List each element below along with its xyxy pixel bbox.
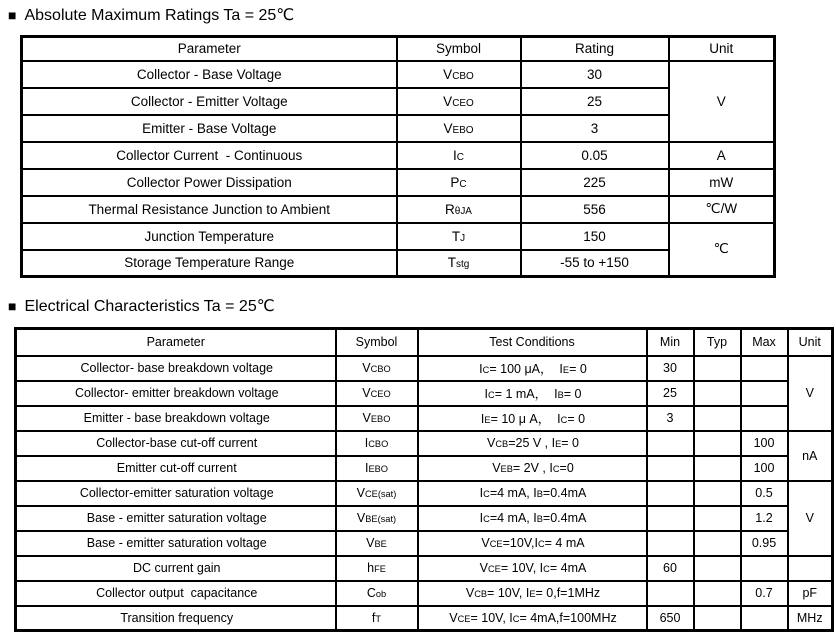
min-cell	[647, 456, 694, 481]
condition-cell: IC= 100 μA， IE= 0	[418, 356, 647, 381]
parameter-cell: Collector Current - Continuous	[22, 142, 397, 169]
table-row	[16, 581, 833, 606]
condition-cell: VCE= 10V, IC= 4mA,f=100MHz	[418, 606, 647, 631]
table-row	[22, 61, 775, 88]
table-header-row	[22, 37, 775, 61]
typ-cell	[694, 481, 741, 506]
typ-cell	[694, 456, 741, 481]
symbol-cell: IEBO	[336, 456, 418, 481]
column-header-parameter: Parameter	[22, 37, 397, 61]
max-cell: 0.5	[741, 481, 788, 506]
min-cell: 3	[647, 406, 694, 431]
column-header-max: Max	[741, 329, 788, 356]
column-header-symbol: Symbol	[397, 37, 521, 61]
parameter-cell: Collector- base breakdown voltage	[16, 356, 336, 381]
condition-cell: VCE= 10V, IC= 4mA	[418, 556, 647, 581]
typ-cell	[694, 431, 741, 456]
symbol-cell: IC	[397, 142, 521, 169]
symbol-cell: VCE(sat)	[336, 481, 418, 506]
unit-cell: V	[669, 61, 775, 142]
rating-cell: 225	[521, 169, 669, 196]
symbol-cell: VCBO	[397, 61, 521, 88]
symbol-cell: PC	[397, 169, 521, 196]
condition-cell: VCB= 10V, IE= 0,f=1MHz	[418, 581, 647, 606]
parameter-cell: DC current gain	[16, 556, 336, 581]
symbol-cell: VBE(sat)	[336, 506, 418, 531]
parameter-cell: Emitter - base breakdown voltage	[16, 406, 336, 431]
typ-cell	[694, 356, 741, 381]
symbol-cell: VCEO	[397, 88, 521, 115]
max-cell	[741, 606, 788, 631]
parameter-cell: Thermal Resistance Junction to Ambient	[22, 196, 397, 223]
unit-cell: pF	[788, 581, 833, 606]
table-row	[16, 356, 833, 381]
table-row	[16, 406, 833, 431]
table-header-row	[16, 329, 833, 356]
min-cell	[647, 581, 694, 606]
symbol-cell: VEBO	[336, 406, 418, 431]
table-row	[16, 606, 833, 631]
symbol-cell: VBE	[336, 531, 418, 556]
table-row	[16, 431, 833, 456]
table-row	[22, 88, 775, 115]
symbol-cell: fT	[336, 606, 418, 631]
elec-char-title-text: Electrical Characteristics Ta = 25℃	[24, 298, 275, 315]
max-cell: 0.7	[741, 581, 788, 606]
table-row	[16, 481, 833, 506]
column-header-symbol: Symbol	[336, 329, 418, 356]
column-header-rating: Rating	[521, 37, 669, 61]
symbol-cell: VCEO	[336, 381, 418, 406]
typ-cell	[694, 381, 741, 406]
table-row	[16, 456, 833, 481]
unit-cell: V	[788, 356, 833, 431]
column-header-test-conditions: Test Conditions	[418, 329, 647, 356]
parameter-cell: Collector - Emitter Voltage	[22, 88, 397, 115]
rating-cell: 556	[521, 196, 669, 223]
condition-cell: IC= 1 mA， IB= 0	[418, 381, 647, 406]
parameter-cell: Collector - Base Voltage	[22, 61, 397, 88]
table-row	[16, 381, 833, 406]
column-header-unit: Unit	[669, 37, 775, 61]
abs-max-title-text: Absolute Maximum Ratings Ta = 25℃	[24, 7, 295, 24]
unit-cell: mW	[669, 169, 775, 196]
symbol-cell: TJ	[397, 223, 521, 250]
black-square-icon: ■	[8, 298, 17, 314]
typ-cell	[694, 556, 741, 581]
min-cell	[647, 431, 694, 456]
typ-cell	[694, 606, 741, 631]
rating-cell: 0.05	[521, 142, 669, 169]
table-row	[22, 223, 775, 250]
min-cell	[647, 481, 694, 506]
rating-cell: 30	[521, 61, 669, 88]
symbol-cell: hFE	[336, 556, 418, 581]
typ-cell	[694, 581, 741, 606]
max-cell	[741, 381, 788, 406]
parameter-cell: Base - emitter saturation voltage	[16, 531, 336, 556]
condition-cell: VEB= 2V , IC=0	[418, 456, 647, 481]
parameter-cell: Collector-base cut-off current	[16, 431, 336, 456]
max-cell: 100	[741, 456, 788, 481]
table-row	[22, 169, 775, 196]
unit-cell	[788, 556, 833, 581]
parameter-cell: Emitter - Base Voltage	[22, 115, 397, 142]
black-square-icon: ■	[8, 7, 17, 23]
abs-max-section-title	[8, 6, 836, 25]
condition-cell: VCB=25 V , IE= 0	[418, 431, 647, 456]
min-cell: 25	[647, 381, 694, 406]
condition-cell: VCE=10V,IC= 4 mA	[418, 531, 647, 556]
parameter-cell: Junction Temperature	[22, 223, 397, 250]
abs-max-table	[20, 35, 776, 278]
condition-cell: IC=4 mA, IB=0.4mA	[418, 506, 647, 531]
symbol-cell: VCBO	[336, 356, 418, 381]
table-row	[16, 506, 833, 531]
unit-cell: MHz	[788, 606, 833, 631]
elec-char-table	[14, 327, 834, 632]
parameter-cell: Emitter cut-off current	[16, 456, 336, 481]
parameter-cell: Collector Power Dissipation	[22, 169, 397, 196]
parameter-cell: Collector output capacitance	[16, 581, 336, 606]
min-cell	[647, 531, 694, 556]
column-header-unit: Unit	[788, 329, 833, 356]
column-header-parameter: Parameter	[16, 329, 336, 356]
max-cell	[741, 556, 788, 581]
parameter-cell: Storage Temperature Range	[22, 250, 397, 277]
table-row	[22, 250, 775, 277]
table-row	[22, 196, 775, 223]
symbol-cell: RθJA	[397, 196, 521, 223]
unit-cell: nA	[788, 431, 833, 481]
unit-cell: ℃/W	[669, 196, 775, 223]
max-cell: 0.95	[741, 531, 788, 556]
unit-cell: V	[788, 481, 833, 556]
elec-char-section-title	[8, 297, 836, 316]
rating-cell: 25	[521, 88, 669, 115]
parameter-cell: Collector-emitter saturation voltage	[16, 481, 336, 506]
column-header-min: Min	[647, 329, 694, 356]
typ-cell	[694, 406, 741, 431]
parameter-cell: Base - emitter saturation voltage	[16, 506, 336, 531]
typ-cell	[694, 531, 741, 556]
symbol-cell: Tstg	[397, 250, 521, 277]
max-cell: 100	[741, 431, 788, 456]
min-cell	[647, 506, 694, 531]
unit-cell: A	[669, 142, 775, 169]
table-row	[22, 142, 775, 169]
condition-cell: IE= 10 μ A， IC= 0	[418, 406, 647, 431]
rating-cell: -55 to +150	[521, 250, 669, 277]
column-header-typ: Typ	[694, 329, 741, 356]
table-row	[22, 115, 775, 142]
rating-cell: 3	[521, 115, 669, 142]
table-row	[16, 531, 833, 556]
condition-cell: IC=4 mA, IB=0.4mA	[418, 481, 647, 506]
rating-cell: 150	[521, 223, 669, 250]
min-cell: 60	[647, 556, 694, 581]
symbol-cell: VEBO	[397, 115, 521, 142]
parameter-cell: Collector- emitter breakdown voltage	[16, 381, 336, 406]
symbol-cell: ICBO	[336, 431, 418, 456]
unit-cell: ℃	[669, 223, 775, 277]
table-row	[16, 556, 833, 581]
min-cell: 650	[647, 606, 694, 631]
symbol-cell: Cob	[336, 581, 418, 606]
typ-cell	[694, 506, 741, 531]
min-cell: 30	[647, 356, 694, 381]
max-cell	[741, 406, 788, 431]
max-cell: 1.2	[741, 506, 788, 531]
max-cell	[741, 356, 788, 381]
parameter-cell: Transition frequency	[16, 606, 336, 631]
